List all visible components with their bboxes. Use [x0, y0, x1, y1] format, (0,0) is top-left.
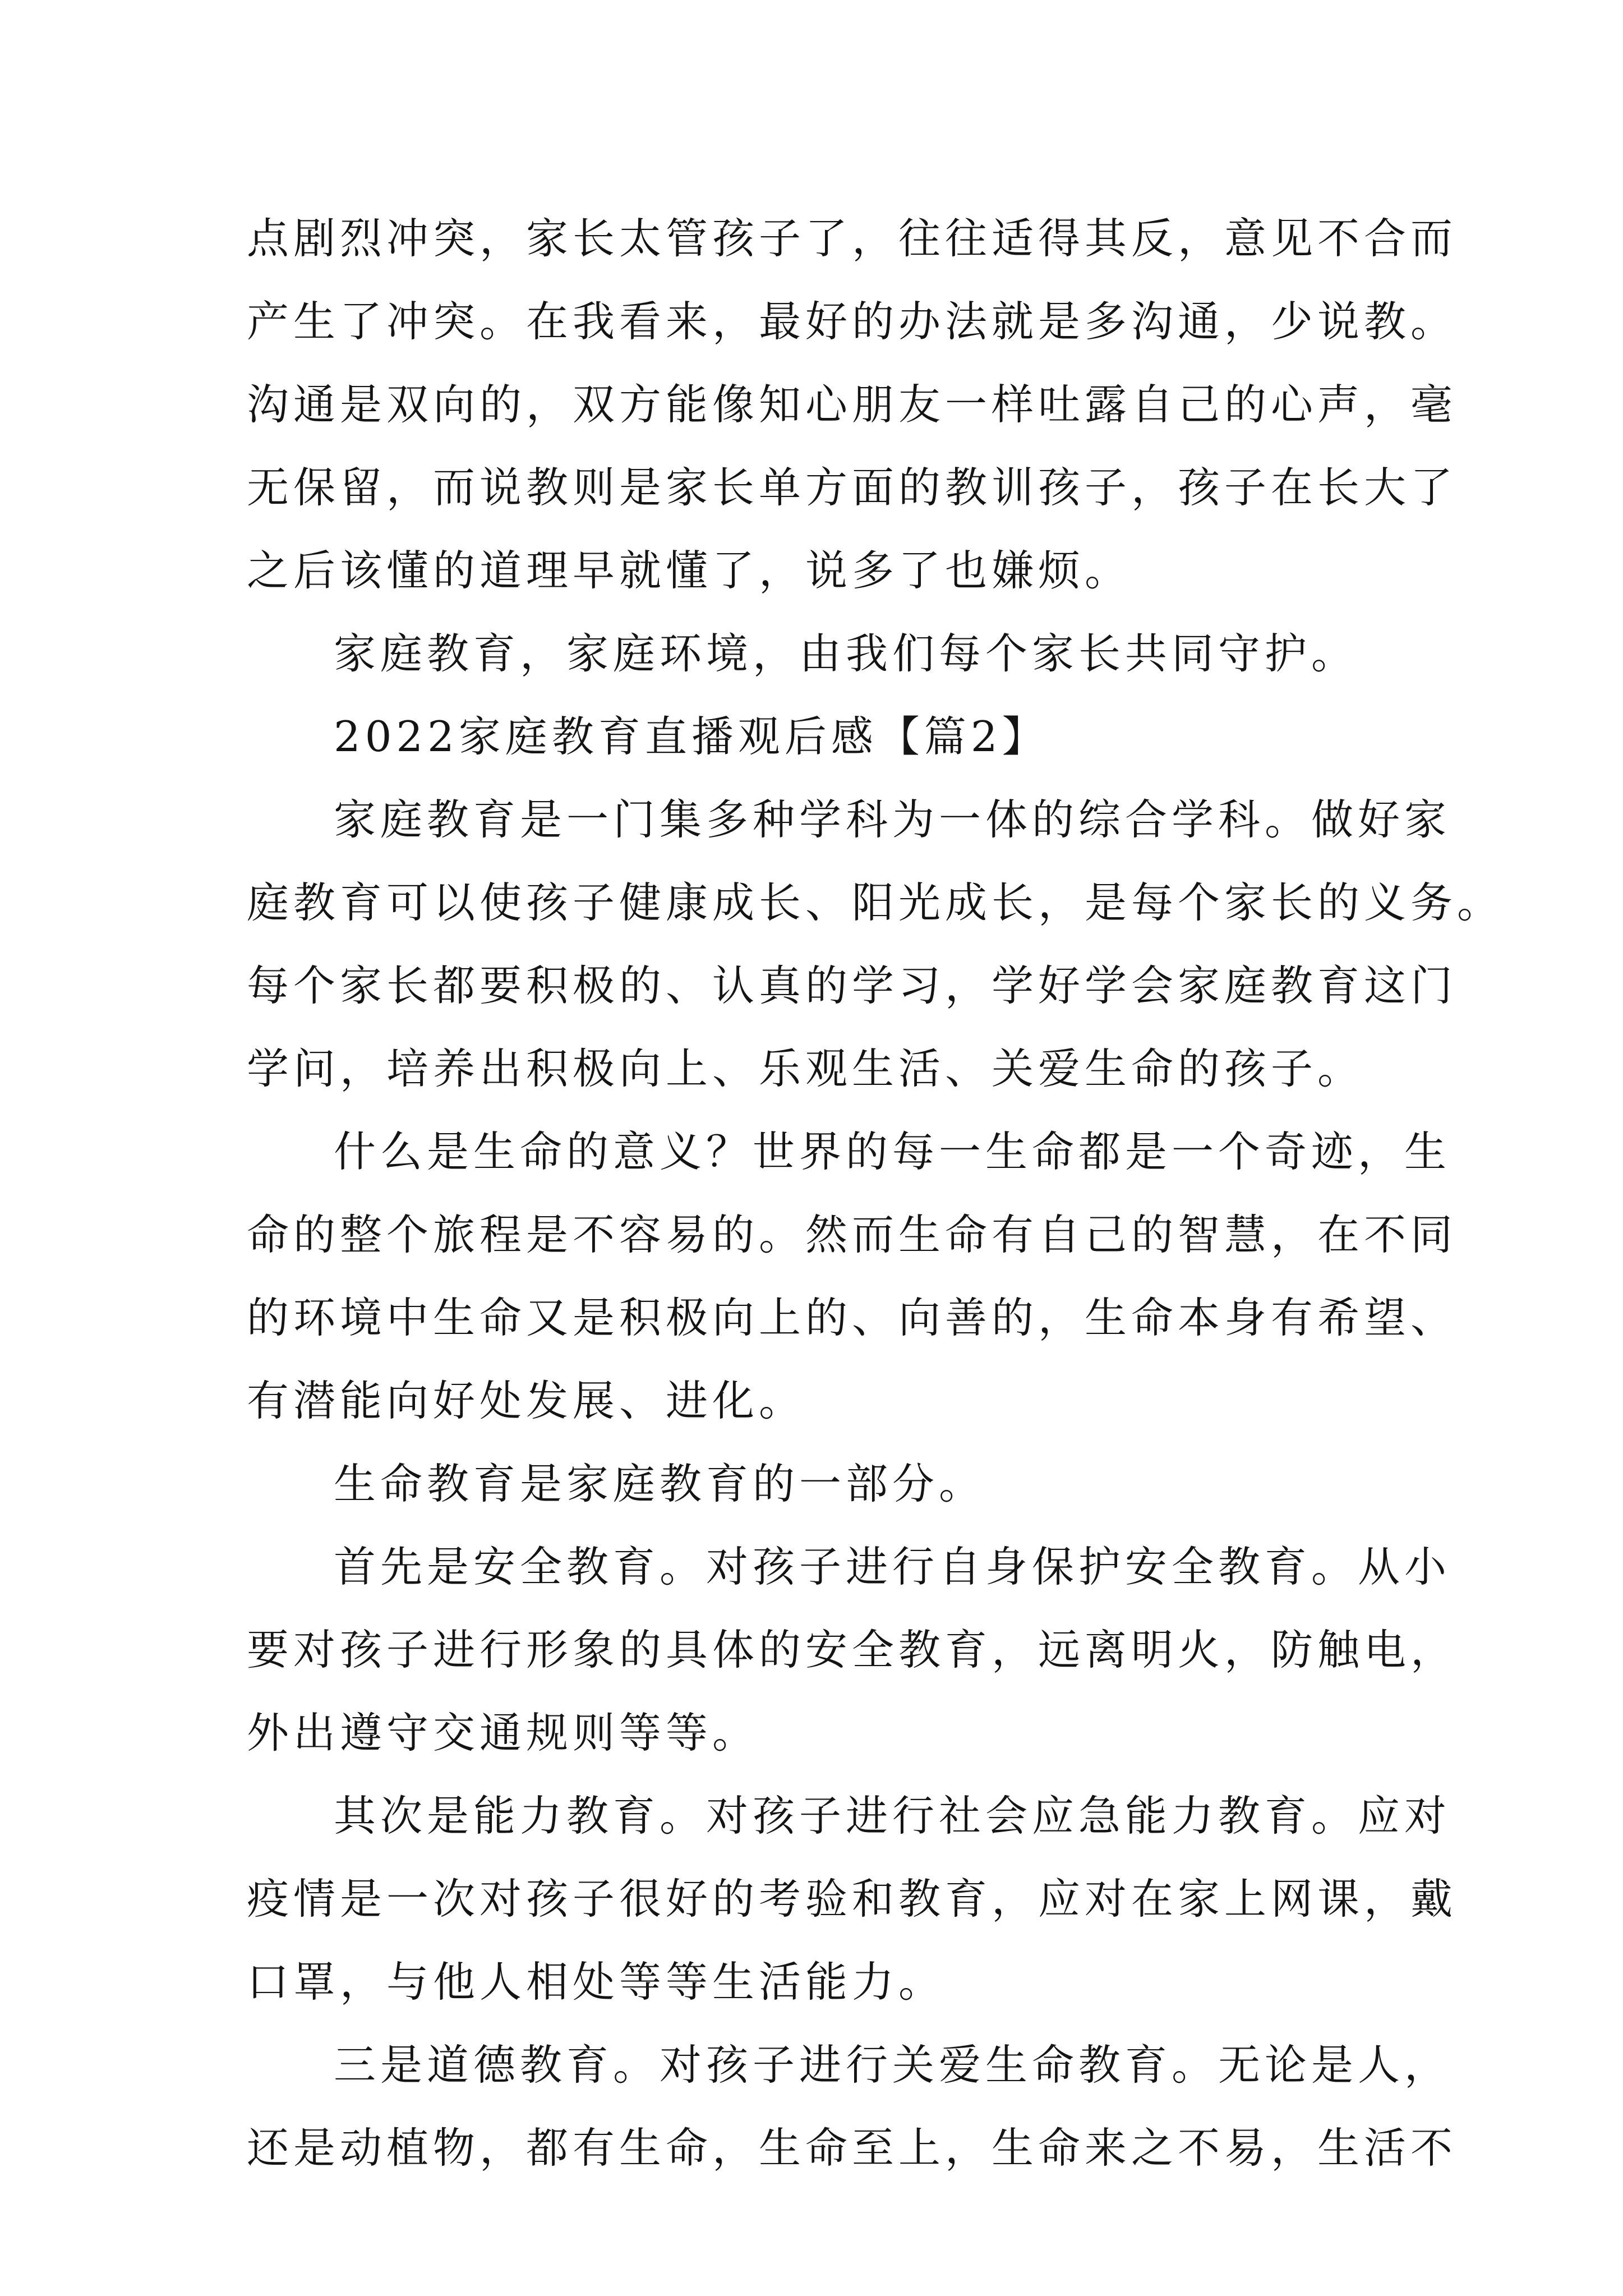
paragraph-line: 庭教育可以使孩子健康成长、阳光成长，是每个家长的义务。 — [247, 878, 1504, 927]
paragraph-line: 什么是生命的意义？世界的每一生命都是一个奇迹，生 — [334, 1127, 1451, 1176]
paragraph-line: 家庭教育是一门集多种学科为一体的综合学科。做好家 — [334, 795, 1451, 844]
paragraph-line: 还是动植物，都有生命，生命至上，生命来之不易，生活不 — [247, 2123, 1458, 2173]
paragraph-line: 每个家长都要积极的、认真的学习，学好学会家庭教育这门 — [247, 961, 1458, 1010]
paragraph-line: 学问，培养出积极向上、乐观生活、关爱生命的孩子。 — [247, 1044, 1364, 1093]
paragraph-line: 三是道德教育。对孩子进行关爱生命教育。无论是人， — [334, 2040, 1451, 2090]
paragraph-line: 无保留，而说教则是家长单方面的教训孩子，孩子在长大了 — [247, 463, 1458, 512]
paragraph-line: 沟通是双向的，双方能像知心朋友一样吐露自己的心声，毫 — [247, 380, 1458, 429]
paragraph-line: 家庭教育，家庭环境，由我们每个家长共同守护。 — [334, 629, 1358, 678]
paragraph-line: 其次是能力教育。对孩子进行社会应急能力教育。应对 — [334, 1791, 1451, 1841]
paragraph-line: 生命教育是家庭教育的一部分。 — [334, 1459, 986, 1508]
paragraph-line: 外出遵守交通规则等等。 — [247, 1708, 759, 1757]
paragraph-line: 命的整个旅程是不容易的。然而生命有自己的智慧，在不同 — [247, 1210, 1458, 1259]
section-heading: 2022家庭教育直播观后感【篇2】 — [334, 712, 1049, 761]
paragraph-line: 之后该懂的道理早就懂了，说多了也嫌烦。 — [247, 546, 1132, 595]
paragraph-line: 的环境中生命又是积极向上的、向善的，生命本身有希望、 — [247, 1293, 1458, 1342]
paragraph-line: 口罩，与他人相处等等生活能力。 — [247, 1957, 946, 2007]
paragraph-line: 要对孩子进行形象的具体的安全教育，远离明火，防触电， — [247, 1625, 1458, 1674]
paragraph-line: 产生了冲突。在我看来，最好的办法就是多沟通，少说教。 — [247, 297, 1458, 346]
paragraph-line: 疫情是一次对孩子很好的考验和教育，应对在家上网课，戴 — [247, 1874, 1458, 1924]
paragraph-line: 有潜能向好处发展、进化。 — [247, 1376, 806, 1425]
paragraph-line: 首先是安全教育。对孩子进行自身保护安全教育。从小 — [334, 1542, 1451, 1591]
paragraph-line: 点剧烈冲突，家长太管孩子了，往往适得其反，意见不合而 — [247, 214, 1458, 263]
